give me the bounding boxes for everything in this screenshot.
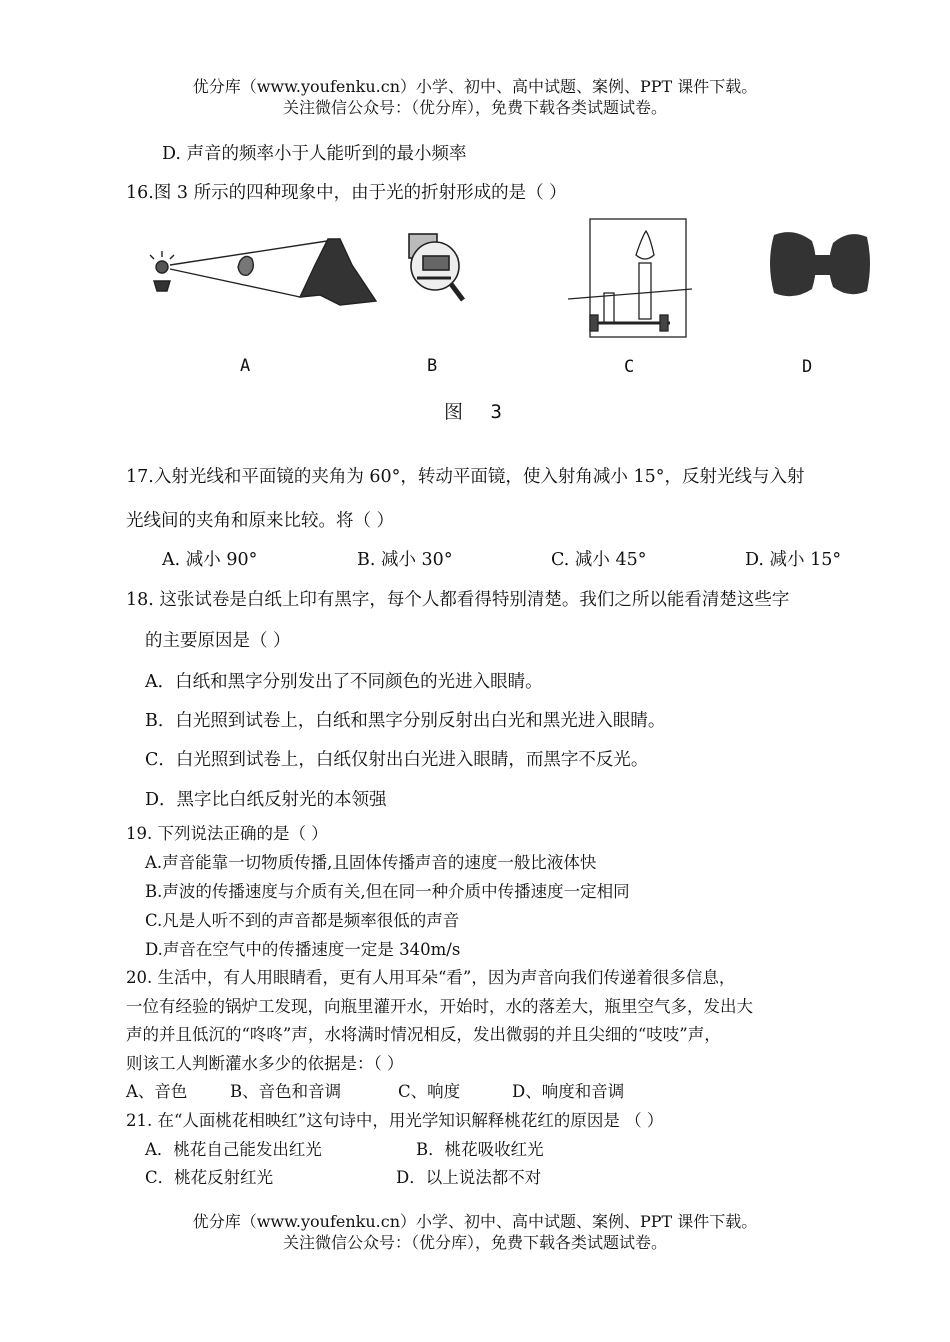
- q20-option-a: A、音色: [126, 1082, 188, 1101]
- q21-option-d: D．以上说法都不对: [396, 1168, 542, 1187]
- q20-option-b: B、音色和音调: [230, 1082, 342, 1101]
- q18-option-b: B．白光照到试卷上，白纸和黑字分别反射出白光和黑光进入眼睛。: [145, 711, 666, 731]
- q21-stem: 21. 在“人面桃花相映红”这句诗中，用光学知识解释桃花红的原因是 （ ）: [126, 1111, 664, 1130]
- q18-stem-line-1: 18. 这张试卷是白纸上印有黑字，每个人都看得特别清楚。我们之所以能看清楚这些字: [126, 590, 790, 610]
- header-line-1: 优分库（www.youfenku.cn）小学、初中、高中试题、案例、PPT 课件下载。: [192, 77, 758, 96]
- q20-line-2: 一位有经验的锅炉工发现，向瓶里灌开水，开始时，水的落差大，瓶里空气多，发出大: [126, 997, 753, 1016]
- q18-stem-line-2: 的主要原因是（ ）: [145, 631, 291, 651]
- q20-line-3: 声的并且低沉的“咚咚”声，水将满时情况相反，发出微弱的并且尖细的“吱吱”声，: [126, 1025, 721, 1044]
- q17-stem-line-1: 17.入射光线和平面镜的夹角为 60°，转动平面镜，使入射角减小 15°，反射光线与入射: [126, 467, 805, 487]
- q21-option-c: C．桃花反射红光: [145, 1168, 274, 1187]
- fig-label-c: C: [624, 357, 635, 377]
- q19-option-d: D.声音在空气中的传播速度一定是 340m/s: [145, 940, 461, 959]
- q19-option-a: A.声音能靠一切物质传播,且固体传播声音的速度一般比液体快: [145, 853, 597, 872]
- q21-option-a: A．桃花自己能发出红光: [145, 1140, 322, 1159]
- q19-stem: 19. 下列说法正确的是（ ）: [126, 824, 328, 843]
- header-line-2: 关注微信公众号：（优分库），免费下载各类试题试卷。: [282, 98, 667, 117]
- footer-line-1: 优分库（www.youfenku.cn）小学、初中、高中试题、案例、PPT 课件下载。: [192, 1212, 758, 1231]
- footer-line-2: 关注微信公众号：（优分库），免费下载各类试题试卷。: [282, 1233, 667, 1252]
- reflection-icon: [768, 225, 873, 305]
- shadow-lamp-icon: [140, 225, 385, 335]
- fig-label-d: D: [802, 357, 813, 377]
- q17-option-a: A. 减小 90°: [162, 550, 258, 570]
- q18-option-a: A．白纸和黑字分别发出了不同颜色的光进入眼睛。: [145, 672, 543, 692]
- q19-option-c: C.凡是人听不到的声音都是频率很低的声音: [145, 911, 460, 930]
- q20-line-1: 20. 生活中，有人用眼睛看，更有人用耳朵“看”，因为声音向我们传递着很多信息，: [126, 968, 736, 987]
- q18-option-c: C．白光照到试卷上，白纸仅射出白光进入眼睛，而黑字不反光。: [145, 750, 649, 770]
- q18-option-d: D．黑字比白纸反射光的本领强: [145, 790, 387, 810]
- q16-stem: 16.图 3 所示的四种现象中，由于光的折射形成的是（ ）: [126, 183, 567, 203]
- q20-option-c: C、响度: [398, 1082, 461, 1101]
- q20-option-d: D、响度和音调: [512, 1082, 625, 1101]
- q17-stem-line-2: 光线间的夹角和原来比较。将（ ）: [126, 511, 395, 531]
- fig-label-b: B: [427, 356, 438, 376]
- figure-caption: 图 3: [444, 401, 510, 423]
- candle-mirror-icon: [560, 215, 695, 345]
- q19-option-b: B.声波的传播速度与介质有关,但在同一种介质中传播速度一定相同: [145, 882, 630, 901]
- q15-option-d: D. 声音的频率小于人能听到的最小频率: [162, 144, 467, 164]
- magnifier-icon: [405, 228, 470, 308]
- q17-option-c: C. 减小 45°: [551, 550, 647, 570]
- q21-option-b: B．桃花吸收红光: [416, 1140, 544, 1159]
- q20-line-4: 则该工人判断灌水多少的依据是：（ ）: [126, 1054, 404, 1073]
- fig-label-a: A: [240, 356, 251, 376]
- q17-option-b: B. 减小 30°: [357, 550, 453, 570]
- q17-option-d: D. 减小 15°: [745, 550, 842, 570]
